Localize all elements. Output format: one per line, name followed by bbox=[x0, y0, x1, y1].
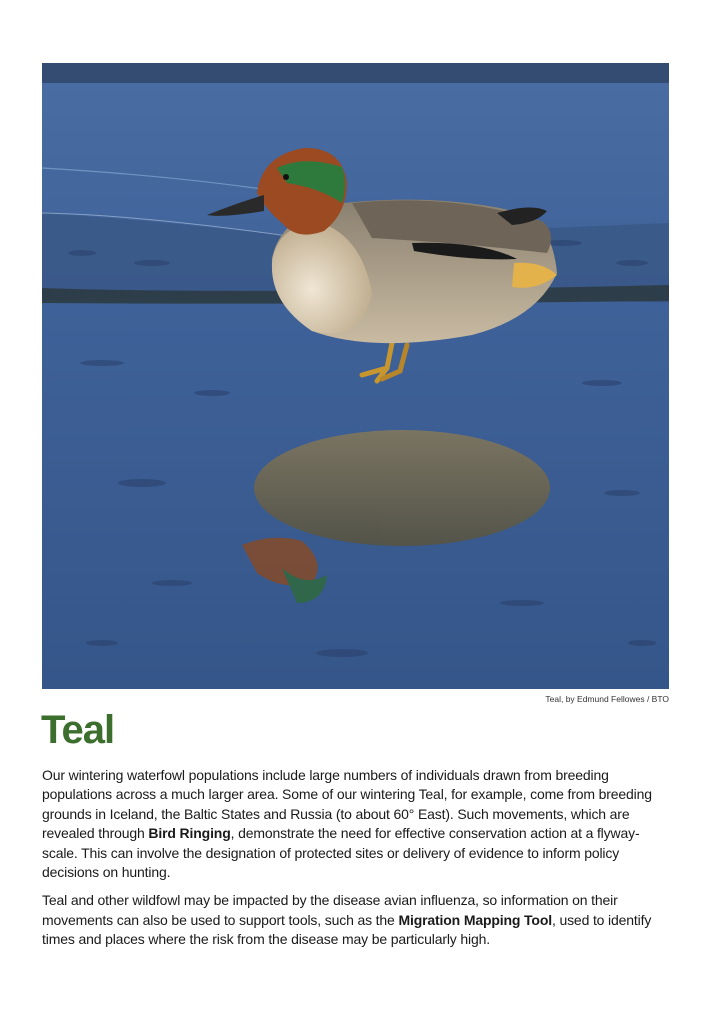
photo-caption: Teal, by Edmund Fellowes / BTO bbox=[545, 694, 669, 704]
page-title: Teal bbox=[41, 708, 115, 752]
paragraph-2: Teal and other wildfowl may be impacted by the disease avian influenza, so information on their movements can also be used to support tools, such as the Migration Mapping Tool, used to identify times and places where the risk from the disease may be particularly high. bbox=[42, 892, 652, 948]
dark-ice-edge bbox=[42, 63, 669, 83]
migration-mapping-tool-term: Migration Mapping Tool bbox=[398, 911, 552, 928]
teal-photo bbox=[42, 63, 669, 689]
body-text bbox=[42, 766, 662, 959]
teal-illustration bbox=[42, 63, 669, 689]
bird-ringing-term: Bird Ringing bbox=[148, 825, 231, 842]
paragraph-1: Our wintering waterfowl populations include large numbers of individuals drawn from breeding populations across a much larger area. Some of our wintering Teal, for example, come from breeding grounds in Iceland, the Baltic States and Russia (to about 60° East). Such movements, which are revealed through Bird Ringing, demonstrate the need for effective conservation action at a flyway-scale. This can involve the designation of protected sites or delivery of evidence to inform policy decisions on hunting. bbox=[42, 767, 652, 881]
water-background bbox=[42, 63, 669, 689]
